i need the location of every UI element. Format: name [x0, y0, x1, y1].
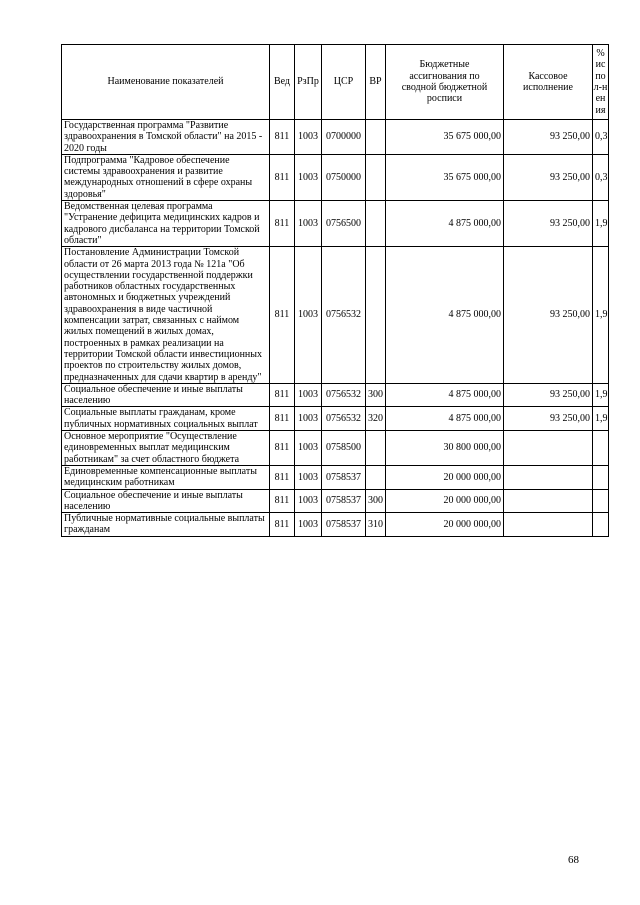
cell-cash: [504, 513, 593, 537]
table-row: [62, 465, 609, 489]
cell-cash: 93 250,00: [504, 154, 593, 200]
budget-execution-table: [61, 44, 609, 537]
cell-csr: 0756500: [322, 201, 366, 247]
cell-budget: 35 675 000,00: [386, 154, 504, 200]
cell-pct: 0,3: [593, 120, 609, 155]
cell-cash: 93 250,00: [504, 383, 593, 407]
cell-cash: 93 250,00: [504, 120, 593, 155]
cell-csr: 0700000: [322, 120, 366, 155]
cell-ved: 811: [270, 201, 295, 247]
cell-ved: 811: [270, 407, 295, 431]
cell-budget: 20 000 000,00: [386, 513, 504, 537]
cell-name: Социальное обеспечение и иные выплаты населению: [62, 383, 270, 407]
cell-csr: 0756532: [322, 407, 366, 431]
cell-pct: 0,3: [593, 154, 609, 200]
cell-cash: 93 250,00: [504, 407, 593, 431]
cell-vr: 320: [366, 407, 386, 431]
cell-rzpr: 1003: [295, 120, 322, 155]
cell-csr: 0758537: [322, 489, 366, 513]
cell-cash: [504, 465, 593, 489]
cell-csr: 0756532: [322, 247, 366, 384]
cell-csr: 0756532: [322, 383, 366, 407]
cell-cash: [504, 489, 593, 513]
cell-budget: 30 800 000,00: [386, 431, 504, 466]
cell-vr: [366, 247, 386, 384]
cell-ved: 811: [270, 120, 295, 155]
cell-vr: [366, 120, 386, 155]
header-ved: Вед: [270, 45, 295, 120]
cell-cash: [504, 431, 593, 466]
cell-rzpr: 1003: [295, 383, 322, 407]
cell-csr: 0750000: [322, 154, 366, 200]
header-rzpr: РзПр: [295, 45, 322, 120]
header-cash: Кассовое исполнение: [504, 45, 593, 120]
cell-pct: 1,9: [593, 383, 609, 407]
cell-name: Социальное обеспечение и иные выплаты населению: [62, 489, 270, 513]
cell-ved: 811: [270, 465, 295, 489]
table-row: [62, 201, 609, 247]
table-row: [62, 489, 609, 513]
table-row: [62, 154, 609, 200]
cell-budget: 4 875 000,00: [386, 201, 504, 247]
table-header-row: [62, 45, 609, 120]
cell-csr: 0758537: [322, 513, 366, 537]
table-row: [62, 407, 609, 431]
cell-ved: 811: [270, 154, 295, 200]
cell-ved: 811: [270, 513, 295, 537]
cell-vr: [366, 201, 386, 247]
table-row: [62, 431, 609, 466]
cell-name: Подпрограмма "Кадровое обеспечение системы здравоохранения и развитие международных отношений в сфере охраны здоровья": [62, 154, 270, 200]
cell-budget: 4 875 000,00: [386, 383, 504, 407]
cell-budget: 4 875 000,00: [386, 247, 504, 384]
cell-vr: [366, 431, 386, 466]
cell-ved: 811: [270, 431, 295, 466]
cell-budget: 35 675 000,00: [386, 120, 504, 155]
cell-name: Единовременные компенсационные выплаты медицинским работникам: [62, 465, 270, 489]
cell-rzpr: 1003: [295, 247, 322, 384]
cell-rzpr: 1003: [295, 465, 322, 489]
cell-name: Основное мероприятие "Осуществление единовременных выплат медицинским работникам" за счет областного бюджета: [62, 431, 270, 466]
cell-rzpr: 1003: [295, 407, 322, 431]
table-row: [62, 120, 609, 155]
cell-cash: 93 250,00: [504, 247, 593, 384]
cell-rzpr: 1003: [295, 431, 322, 466]
table-row: [62, 383, 609, 407]
cell-name: Социальные выплаты гражданам, кроме публичных нормативных социальных выплат: [62, 407, 270, 431]
cell-ved: 811: [270, 489, 295, 513]
cell-pct: [593, 489, 609, 513]
cell-rzpr: 1003: [295, 154, 322, 200]
cell-name: Постановление Администрации Томской области от 26 марта 2013 года № 121а "Об осуществлении государственной поддержки работников областных государственных автономных и бюджетных учреждений здравоохранения в виде частичной компенсации затрат, связанных с наймом жилых помещений в жилых домах, построенных в рамках реализации на территории Томской области инвестиционных проектов по строительству жилых домов, предназначенных для сдачи квартир в аренду": [62, 247, 270, 384]
table-body: [62, 120, 609, 537]
cell-name: Государственная программа "Развитие здравоохранения в Томской области" на 2015 - 2020 годы: [62, 120, 270, 155]
cell-budget: 20 000 000,00: [386, 489, 504, 513]
cell-pct: [593, 465, 609, 489]
header-name: Наименование показателей: [62, 45, 270, 120]
table-row: [62, 513, 609, 537]
header-csr: ЦСР: [322, 45, 366, 120]
cell-rzpr: 1003: [295, 489, 322, 513]
cell-pct: 1,9: [593, 247, 609, 384]
cell-name: Публичные нормативные социальные выплаты гражданам: [62, 513, 270, 537]
cell-budget: 20 000 000,00: [386, 465, 504, 489]
cell-pct: [593, 513, 609, 537]
cell-budget: 4 875 000,00: [386, 407, 504, 431]
header-vr: ВР: [366, 45, 386, 120]
cell-name: Ведомственная целевая программа "Устранение дефицита медицинских кадров и кадрового дисбаланса на территории Томской области": [62, 201, 270, 247]
cell-rzpr: 1003: [295, 513, 322, 537]
cell-pct: [593, 431, 609, 466]
cell-vr: [366, 154, 386, 200]
cell-vr: 300: [366, 489, 386, 513]
cell-vr: [366, 465, 386, 489]
cell-pct: 1,9: [593, 201, 609, 247]
cell-pct: 1,9: [593, 407, 609, 431]
cell-vr: 310: [366, 513, 386, 537]
cell-rzpr: 1003: [295, 201, 322, 247]
header-pct: % испол-нения: [593, 45, 609, 120]
page-number: 68: [568, 854, 579, 866]
cell-ved: 811: [270, 247, 295, 384]
cell-ved: 811: [270, 383, 295, 407]
cell-cash: 93 250,00: [504, 201, 593, 247]
cell-csr: 0758537: [322, 465, 366, 489]
header-budget: Бюджетные ассигнования по сводной бюджетной росписи: [386, 45, 504, 120]
cell-vr: 300: [366, 383, 386, 407]
table-row: [62, 247, 609, 384]
cell-csr: 0758500: [322, 431, 366, 466]
